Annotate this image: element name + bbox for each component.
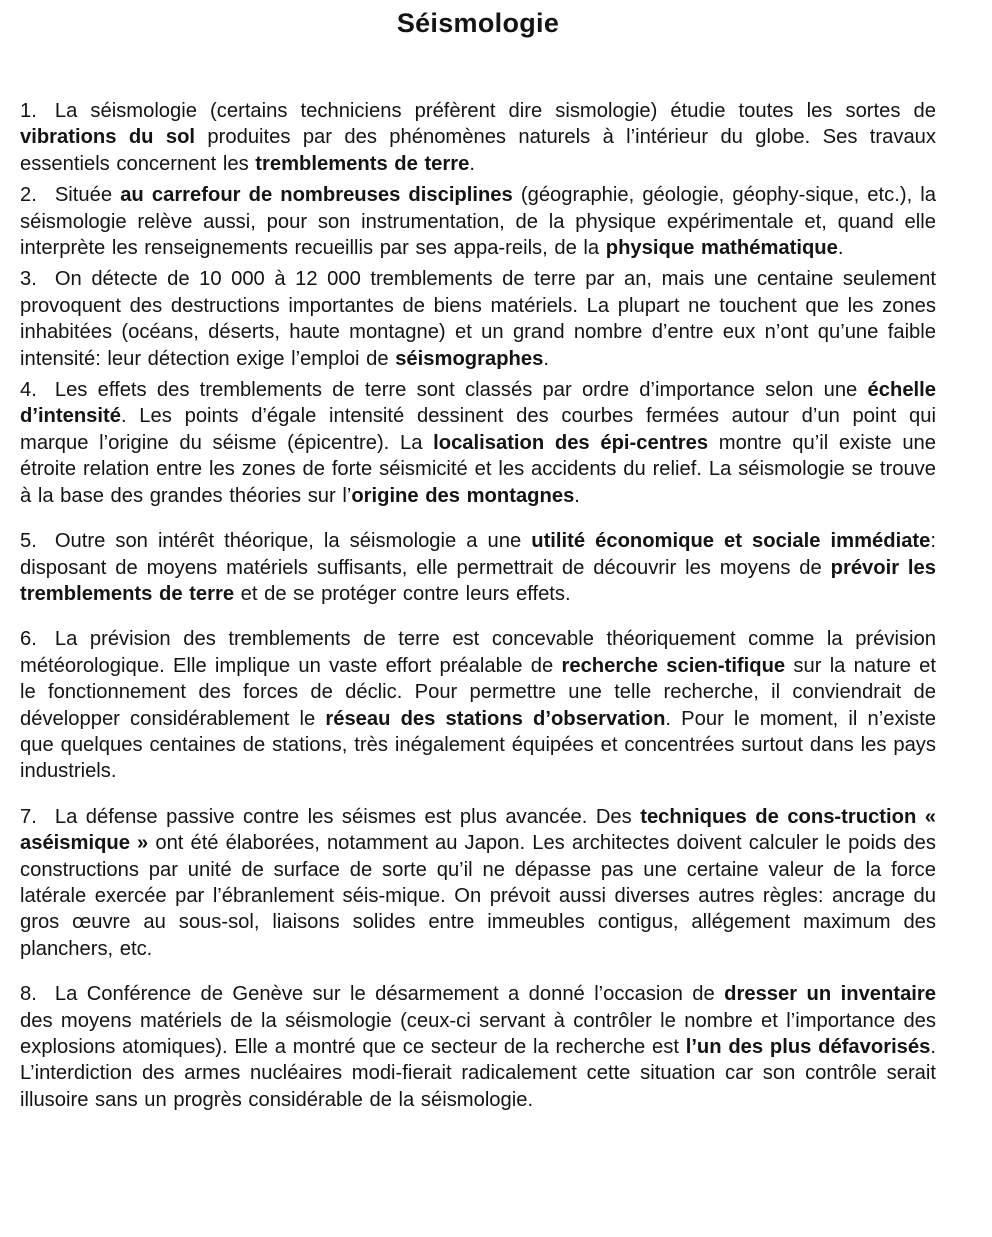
- text-segment: et de se protéger contre leurs effets.: [234, 582, 571, 605]
- text-segment: .: [543, 347, 549, 370]
- bold-term: utilité économique et sociale immédiate: [531, 530, 931, 553]
- paragraph-number: 4.: [20, 379, 37, 402]
- text-segment: La défense passive contre les séismes est plus avancée. Des: [54, 805, 641, 828]
- paragraph-number: 3.: [20, 268, 37, 291]
- paragraph-5: [20, 528, 936, 607]
- bold-term: l’un des plus défavorisés: [685, 1036, 931, 1058]
- paragraph-6: [20, 626, 936, 784]
- paragraph-text: [20, 530, 936, 605]
- text-segment: Située: [54, 184, 121, 207]
- bold-term: physique mathématique: [605, 237, 838, 260]
- paragraph-4: [20, 377, 936, 509]
- paragraph-number: 5.: [20, 530, 37, 553]
- text-segment: .: [469, 152, 475, 175]
- bold-term: vibrations du sol: [20, 126, 196, 149]
- bold-term: dresser un inventaire: [724, 983, 936, 1006]
- paragraph-text: [20, 806, 936, 960]
- text-segment: La prévision des tremblements de terre est concevable théoriquement comme la prévision météorologique. Elle implique un vaste effort préalable de: [20, 628, 936, 677]
- text-segment: ont été élaborées, notamment au Japon. Les architectes doivent calculer le poids des constructions par unité de surface de sorte qu’il ne dépasse pas une certaine valeur de la force latérale exercée par l’ébranlement séis-mique. On prévoit aussi diverses autres règles: ancrage du gros œuvre au sous-sol, liaisons solides entre immeubles contigus, allégement maximum des planchers, etc.: [20, 832, 936, 960]
- paragraph-8: [20, 981, 936, 1113]
- text-segment: La séismologie (certains techniciens préfèrent dire sismologie) étudie toutes les sortes de: [54, 100, 936, 122]
- text-segment: .: [837, 237, 844, 260]
- document-page: [20, 0, 936, 1113]
- paragraph-text: [20, 983, 936, 1111]
- text-segment: : disposant de moyens matériels suffisants, elle permettrait de découvrir les moyens de: [20, 530, 936, 579]
- bold-term: échelle d’intensité: [20, 379, 936, 428]
- paragraph-number: 6.: [20, 628, 37, 651]
- paragraph-text: [20, 628, 936, 782]
- bold-term: au carrefour de nombreuses disciplines: [120, 184, 513, 207]
- paragraph-7: [20, 804, 936, 962]
- bold-term: recherche scien-tifique: [561, 654, 786, 677]
- paragraph-text: [20, 379, 936, 507]
- paragraph-text: [20, 268, 936, 369]
- paragraph-text: [20, 184, 936, 259]
- text-segment: (géographie, géologie, géophy-sique, etc.), la séismologie relève aussi, pour son instrumentation, de la physique expérimentale et, quand elle interprète les renseignements recueillis par ses appa-reils, de la: [20, 184, 936, 260]
- paragraph-2: [20, 182, 936, 261]
- text-segment: . Les points d’égale intensité dessinent des courbes fermées autour d’un point qui marque l’origine du séisme (épicentre). La: [20, 405, 936, 454]
- text-segment: produites par des phénomènes naturels à l’intérieur du globe. Ses travaux essentiels concernent les: [20, 126, 936, 175]
- bold-term: origine des montagnes: [351, 484, 575, 507]
- bold-term: réseau des stations d’observation: [325, 707, 666, 730]
- bold-term: techniques de cons-truction « aséismique »: [20, 805, 937, 855]
- text-segment: Les effets des tremblements de terre sont classés par ordre d’importance selon une: [54, 379, 868, 402]
- paragraph-3: [20, 266, 936, 372]
- page-title: Séismologie: [396, 8, 560, 38]
- bold-term: localisation des épi-centres: [433, 431, 709, 454]
- bold-term: séismographes: [395, 347, 544, 370]
- text-segment: sur la nature et le fonctionnement des forces de déclic. Pour permettre une telle recherche, il conviendrait de développer considérablement le: [20, 654, 936, 730]
- paragraph-text: [20, 100, 936, 175]
- text-segment: montre qu’il existe une étroite relation entre les zones de forte séismicité et les accidents du relief. La séismologie se trouve à la base des grandes théories sur l’: [20, 431, 936, 507]
- text-segment: .: [574, 484, 580, 507]
- bold-term: tremblements de terre: [255, 152, 470, 175]
- paragraph-1: [20, 98, 936, 177]
- text-segment: . Pour le moment, il n’existe que quelques centaines de stations, très inégalement équipées et concentrées surtout dans les pays industriels.: [20, 707, 936, 783]
- text-segment: On détecte de 10 000 à 12 000 tremblements de terre par an, mais une centaine seulement provoquent des destructions importantes de biens matériels. La plupart ne touchent que les zones inhabitées (océans, déserts, haute montagne) et un grand nombre d’entre eux n’ont qu’une faible intensité: leur détection exige l’emploi de: [20, 268, 936, 370]
- paragraph-number: 7.: [20, 805, 37, 828]
- text-segment: . L’interdiction des armes nucléaires modi-fierait radicalement cette situation car son contrôle serait illusoire sans un progrès considérable de la séismologie.: [20, 1036, 936, 1111]
- paragraph-number: 8.: [20, 983, 37, 1006]
- paragraph-number: 1.: [20, 100, 37, 122]
- text-segment: des moyens matériels de la séismologie (ceux-ci servant à contrôler le nombre et l’importance des explosions atomiques). Elle a montré que ce secteur de la recherche est: [20, 1009, 936, 1058]
- bold-term: prévoir les tremblements de terre: [20, 556, 936, 605]
- text-segment: La Conférence de Genève sur le désarmement a donné l’occasion de: [54, 983, 725, 1006]
- text-segment: Outre son intérêt théorique, la séismologie a une: [54, 530, 532, 553]
- paragraph-number: 2.: [20, 184, 37, 207]
